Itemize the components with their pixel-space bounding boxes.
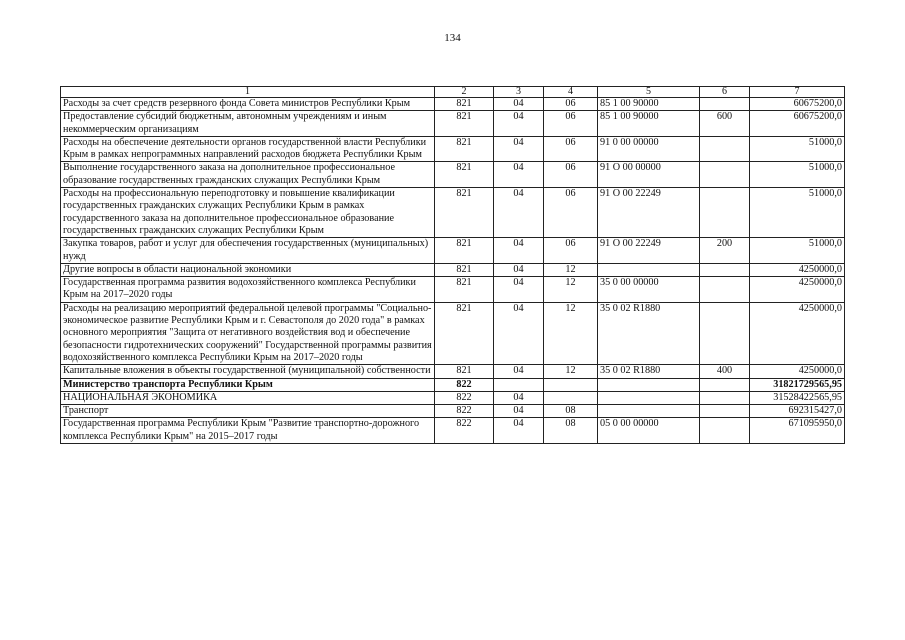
cell-subsection: 06: [544, 238, 598, 264]
cell-target-article: [598, 391, 700, 404]
cell-ministry-code: 821: [435, 277, 494, 303]
cell-subsection: 06: [544, 111, 598, 137]
cell-section: 04: [494, 302, 544, 364]
cell-description: Расходы на обеспечение деятельности органов государственной власти Республики Крым в рамках непрограммных направлений расходов бюджета Республики Крым: [61, 136, 435, 162]
page-number: 134: [444, 32, 461, 44]
table-row: [61, 98, 845, 111]
table-row: [61, 418, 845, 444]
cell-expense-type: [700, 405, 750, 418]
cell-ministry-code: 822: [435, 378, 494, 391]
cell-amount: 51000,0: [750, 136, 845, 162]
cell-description: Государственная программа Республики Крым "Развитие транспортно-дорожного комплекса Республики Крым" на 2015–2017 годы: [61, 418, 435, 444]
cell-target-article: [598, 263, 700, 276]
cell-amount: 31821729565,95: [750, 378, 845, 391]
cell-description: Расходы на профессиональную переподготовку и повышение квалификации государственных гражданских служащих Республики Крым в рамках государственного заказа на дополнительное профессиональное образование государственных гражданских служащих Республики Крым: [61, 188, 435, 238]
table-body: [61, 87, 845, 444]
cell-ministry-code: 821: [435, 238, 494, 264]
table-row: [61, 238, 845, 264]
cell-description: Выполнение государственного заказа на дополнительное профессиональное образование государственных гражданских служащих Республики Крым: [61, 162, 435, 188]
cell-ministry-code: 821: [435, 263, 494, 276]
table-row: [61, 136, 845, 162]
cell-subsection: 06: [544, 98, 598, 111]
table-header-row: [61, 87, 845, 98]
cell-amount: 4250000,0: [750, 365, 845, 378]
table-row: [61, 263, 845, 276]
cell-subsection: [544, 391, 598, 404]
table-row: [61, 188, 845, 238]
header-cell-3: 3: [494, 87, 544, 98]
cell-amount: 671095950,0: [750, 418, 845, 444]
cell-section: [494, 378, 544, 391]
cell-amount: 4250000,0: [750, 263, 845, 276]
cell-section: 04: [494, 98, 544, 111]
table-row: [61, 111, 845, 137]
cell-ministry-code: 821: [435, 302, 494, 364]
header-cell-2: 2: [435, 87, 494, 98]
cell-expense-type: 400: [700, 365, 750, 378]
cell-section: 04: [494, 263, 544, 276]
cell-subsection: 12: [544, 277, 598, 303]
cell-description: Министерство транспорта Республики Крым: [61, 378, 435, 391]
table-row: [61, 162, 845, 188]
cell-amount: 4250000,0: [750, 277, 845, 303]
table-row: [61, 391, 845, 404]
cell-subsection: 12: [544, 302, 598, 364]
cell-section: 04: [494, 405, 544, 418]
cell-subsection: [544, 378, 598, 391]
table-row: [61, 405, 845, 418]
cell-expense-type: [700, 302, 750, 364]
cell-ministry-code: 822: [435, 391, 494, 404]
cell-target-article: 35 0 02 R1880: [598, 365, 700, 378]
cell-amount: 4250000,0: [750, 302, 845, 364]
cell-expense-type: [700, 277, 750, 303]
cell-section: 04: [494, 136, 544, 162]
cell-target-article: 91 О 00 00000: [598, 162, 700, 188]
cell-expense-type: [700, 391, 750, 404]
cell-section: 04: [494, 111, 544, 137]
cell-target-article: [598, 405, 700, 418]
cell-ministry-code: 821: [435, 162, 494, 188]
cell-amount: 60675200,0: [750, 111, 845, 137]
cell-section: 04: [494, 238, 544, 264]
cell-description: Другие вопросы в области национальной экономики: [61, 263, 435, 276]
cell-section: 04: [494, 162, 544, 188]
cell-ministry-code: 821: [435, 98, 494, 111]
table-row: [61, 378, 845, 391]
cell-expense-type: [700, 418, 750, 444]
cell-ministry-code: 821: [435, 111, 494, 137]
cell-subsection: 12: [544, 263, 598, 276]
cell-expense-type: [700, 378, 750, 391]
cell-target-article: 91 О 00 22249: [598, 188, 700, 238]
cell-subsection: 06: [544, 162, 598, 188]
cell-subsection: 08: [544, 418, 598, 444]
header-cell-4: 4: [544, 87, 598, 98]
header-cell-1: 1: [61, 87, 435, 98]
cell-amount: 31528422565,95: [750, 391, 845, 404]
budget-table: [60, 86, 845, 444]
cell-section: 04: [494, 365, 544, 378]
cell-expense-type: [700, 188, 750, 238]
cell-target-article: 91 0 00 00000: [598, 136, 700, 162]
header-cell-7: 7: [750, 87, 845, 98]
cell-expense-type: 600: [700, 111, 750, 137]
cell-subsection: 06: [544, 188, 598, 238]
cell-target-article: 35 0 00 00000: [598, 277, 700, 303]
cell-description: Расходы за счет средств резервного фонда Совета министров Республики Крым: [61, 98, 435, 111]
cell-description: Расходы на реализацию мероприятий федеральной целевой программы "Социально-экономическое развитие Республики Крым и г. Севастополя до 2020 года" в рамках основного мероприятия "Защита от негативного воздействия вод и обеспечение безопасности гидротехнических сооружений" Государственной программы развития водохозяйственного комплекса Республики Крым на 2017–2020 годы: [61, 302, 435, 364]
cell-amount: 51000,0: [750, 188, 845, 238]
cell-target-article: 85 1 00 90000: [598, 98, 700, 111]
cell-description: Транспорт: [61, 405, 435, 418]
cell-target-article: [598, 378, 700, 391]
cell-amount: 51000,0: [750, 238, 845, 264]
cell-subsection: 08: [544, 405, 598, 418]
cell-target-article: 85 1 00 90000: [598, 111, 700, 137]
cell-ministry-code: 821: [435, 136, 494, 162]
cell-amount: 51000,0: [750, 162, 845, 188]
cell-amount: 60675200,0: [750, 98, 845, 111]
cell-section: 04: [494, 391, 544, 404]
cell-description: Предоставление субсидий бюджетным, автономным учреждениям и иным некоммерческим организациям: [61, 111, 435, 137]
table-row: [61, 277, 845, 303]
cell-target-article: 05 0 00 00000: [598, 418, 700, 444]
table-row: [61, 365, 845, 378]
header-cell-5: 5: [598, 87, 700, 98]
cell-expense-type: [700, 162, 750, 188]
cell-expense-type: [700, 263, 750, 276]
cell-expense-type: [700, 98, 750, 111]
table-row: [61, 302, 845, 364]
cell-ministry-code: 822: [435, 405, 494, 418]
cell-target-article: 91 О 00 22249: [598, 238, 700, 264]
cell-description: Капитальные вложения в объекты государственной (муниципальной) собственности: [61, 365, 435, 378]
cell-ministry-code: 822: [435, 418, 494, 444]
header-cell-6: 6: [700, 87, 750, 98]
cell-section: 04: [494, 418, 544, 444]
cell-subsection: 06: [544, 136, 598, 162]
cell-ministry-code: 821: [435, 188, 494, 238]
cell-expense-type: 200: [700, 238, 750, 264]
cell-description: Закупка товаров, работ и услуг для обеспечения государственных (муниципальных) нужд: [61, 238, 435, 264]
cell-section: 04: [494, 277, 544, 303]
cell-expense-type: [700, 136, 750, 162]
cell-description: НАЦИОНАЛЬНАЯ ЭКОНОМИКА: [61, 391, 435, 404]
cell-description: Государственная программа развития водохозяйственного комплекса Республики Крым на 2017–2020 годы: [61, 277, 435, 303]
cell-subsection: 12: [544, 365, 598, 378]
cell-amount: 692315427,0: [750, 405, 845, 418]
cell-target-article: 35 0 02 R1880: [598, 302, 700, 364]
cell-ministry-code: 821: [435, 365, 494, 378]
cell-section: 04: [494, 188, 544, 238]
